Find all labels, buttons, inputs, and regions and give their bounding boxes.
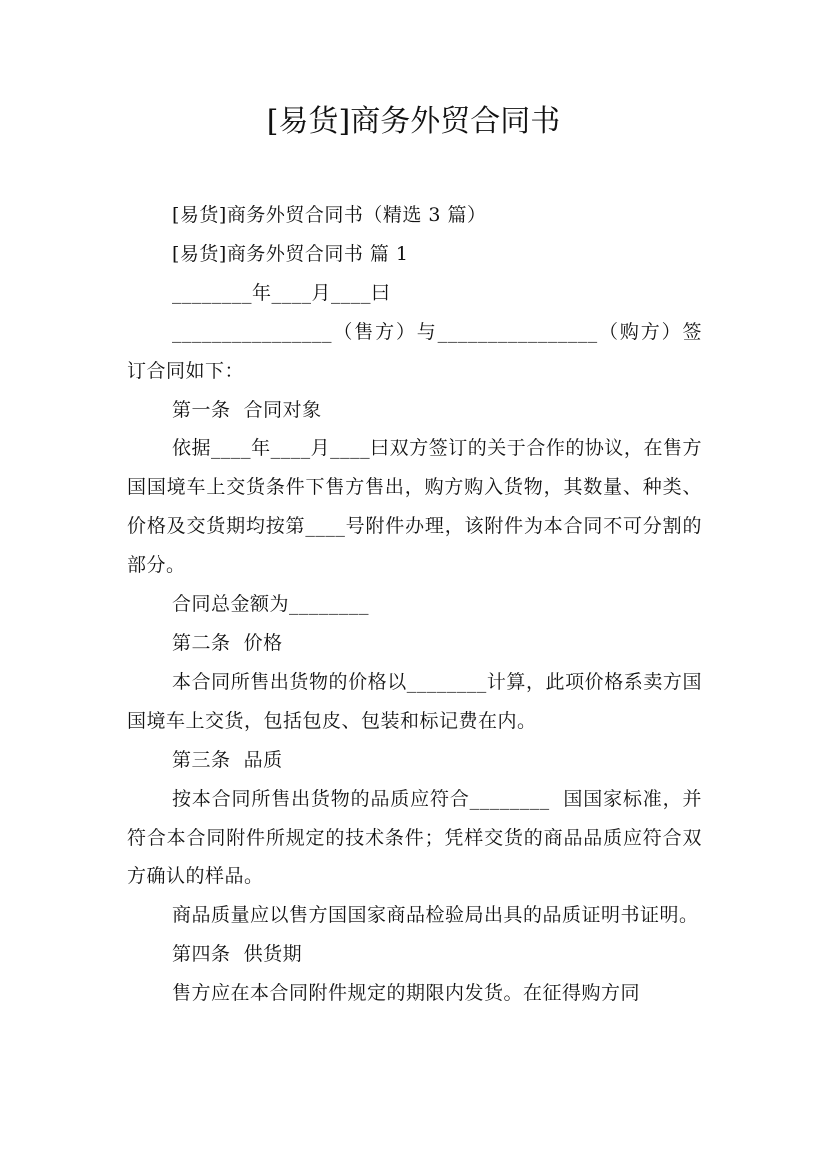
document-body	[127, 196, 702, 1013]
article-4-body: 售方应在本合同附件规定的期限内发货。在征得购方同	[172, 982, 641, 1005]
contract-total-line: 合同总金额为________	[172, 593, 370, 616]
date-line: ________年____月____曰	[172, 281, 391, 304]
article-3-heading: 第三条 品质	[172, 748, 283, 771]
parties-paragraph: ________________（售方）与________________（购方）签订合同如下：	[127, 320, 702, 382]
section-heading: [易货]商务外贸合同书 篇 1	[172, 242, 409, 265]
article-1-heading: 第一条 合同对象	[172, 398, 322, 421]
article-2-heading: 第二条 价格	[172, 631, 283, 654]
article-3-body-1: 按本合同所售出货物的品质应符合________ 国国家标准，并符合本合同附件所规定的技术条件；凭样交货的商品品质应符合双方确认的样品。	[127, 787, 702, 888]
document-title: [易货]商务外贸合同书	[266, 104, 561, 139]
article-2-body: 本合同所售出货物的价格以________计算，此项价格系卖方国国境车上交货，包括包皮、包装和标记费在内。	[127, 670, 702, 732]
article-1-body: 依据____年____月____曰双方签订的关于合作的协议，在售方国国境车上交货条件下售方售出，购方购入货物，其数量、种类、价格及交货期均按第____号附件办理，该附件为本合同不可分割的部分。	[127, 437, 702, 577]
article-3-body-2: 商品质量应以售方国国家商品检验局出具的品质证明书证明。	[172, 904, 699, 927]
article-4-heading: 第四条 供货期	[172, 943, 303, 966]
document-subtitle: [易货]商务外贸合同书（精选 3 篇）	[172, 204, 487, 226]
